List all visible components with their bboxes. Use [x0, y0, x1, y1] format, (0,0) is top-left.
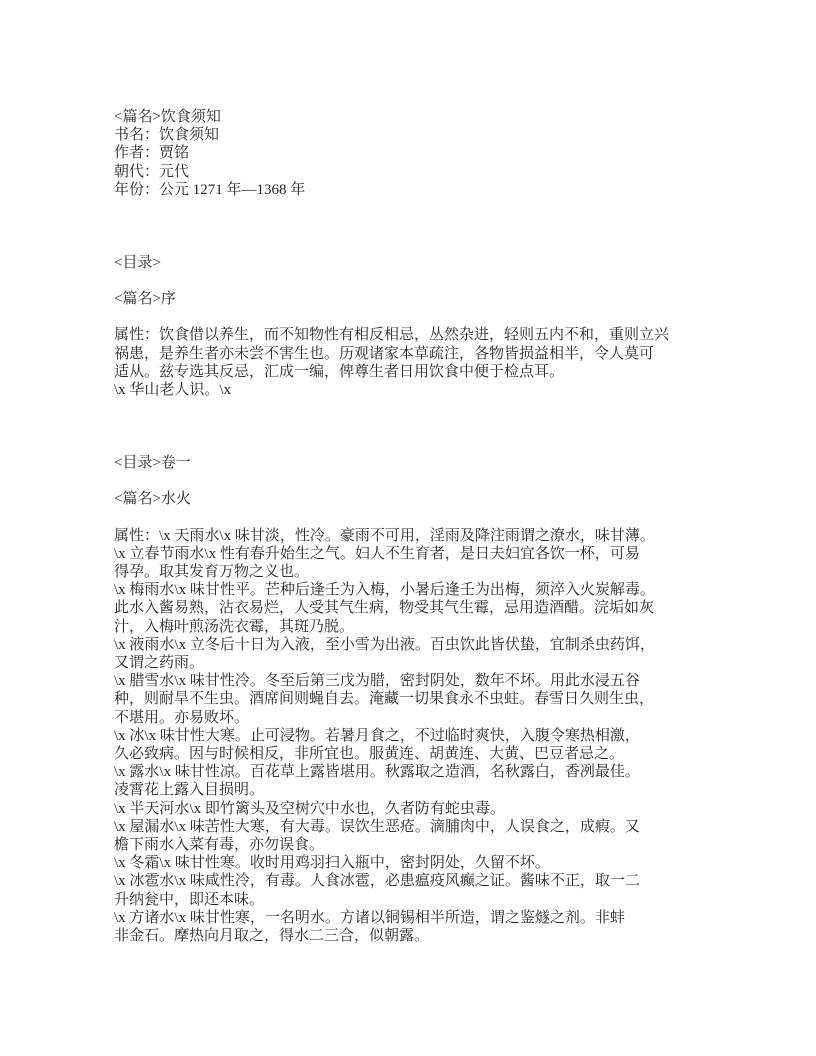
text-line: \x 冰\x 味甘性大寒。止可浸物。若暑月食之，不过临时爽快，入腹令寒热相激， [114, 727, 640, 744]
text-line: \x 露水\x 味甘性凉。百花草上露皆堪用。秋露取之造酒，名秋露白，香冽最佳。 [114, 764, 640, 781]
blank-line [114, 472, 720, 490]
text-line: 属性：饮食借以养生，而不知物性有相反相忌，丛然杂进，轻则五内不和，重则立兴 [114, 327, 670, 344]
text-line: 汁，入梅叶煎汤洗衣霉，其斑乃脱。 [114, 618, 355, 635]
text-line: \x 冬霜\x 味甘性寒。收时用鸡羽扫入瓶中，密封阴处，久留不坏。 [114, 855, 550, 872]
dynasty-line: 朝代：元代 [114, 163, 190, 180]
text-line: 祸患，是养生者亦未尝不害生也。历观诸家本草疏注，各物皆损益相半，令人莫可 [114, 345, 655, 362]
text-line: \x 方诸水\x 味甘性寒，一名明水。方诸以铜锡相半所造，谓之鉴燧之剂。非蚌 [114, 909, 625, 926]
volume-one-toc-marker-line: <目录>卷一 [114, 454, 191, 471]
book-name-line: 书名：饮食须知 [114, 127, 220, 144]
water-fire-body-text [114, 527, 720, 946]
preface-toc-marker-line: <目录> [114, 254, 161, 271]
document-title-tag-line: <篇名>饮食须知 [114, 109, 221, 125]
text-line: 升纳瓮中，即还本味。 [114, 891, 265, 908]
water-fire-title-line: <篇名>水火 [114, 491, 191, 508]
text-line: 非金石。摩热向月取之，得水二三合，似朝露。 [114, 928, 430, 945]
volume-one-section [114, 454, 720, 945]
section-spacer [114, 199, 720, 254]
text-line: 种，则耐旱不生虫。酒席间则蝇自去。淹藏一切果食永不虫蛀。春雪日久则生虫， [114, 691, 655, 708]
text-line: 适从。兹专选其反忌，汇成一编，俾尊生者日用饮食中便于检点耳。 [114, 363, 565, 380]
preface-section [114, 254, 720, 400]
text-line: 久必致病。因与时候相反，非所宜也。服黄连、胡黄连、大黄、巴豆者忌之。 [114, 746, 625, 763]
text-line: \x 半天河水\x 即竹篱头及空树穴中水也，久者防有蛇虫毒。 [114, 800, 505, 817]
document-header [114, 108, 720, 199]
text-line: 又谓之药雨。 [114, 655, 205, 671]
blank-line [114, 508, 720, 526]
text-line: 得孕。取其发育万物之义也。 [114, 563, 310, 580]
year-line: 年份：公元 1271 年—1368 年 [114, 181, 306, 198]
blank-line [114, 308, 720, 326]
text-line: 凌霄花上露入目损明。 [114, 782, 265, 799]
text-line: \x 立春节雨水\x 性有春升始生之气。妇人不生育者，是日夫妇宜各饮一杯，可易 [114, 545, 640, 562]
text-line: 此水入酱易熟，沾衣易烂，人受其气生病，物受其气生霉，忌用造酒醋。浣垢如灰 [114, 600, 655, 617]
text-line: 属性：\x 天雨水\x 味甘淡，性冷。豪雨不可用，淫雨及降注雨谓之潦水，味甘薄。 [114, 527, 655, 544]
text-line: \x 梅雨水\x 味甘性平。芒种后逢壬为入梅，小暑后逢壬为出梅，须淬入火炭解毒。 [114, 582, 655, 599]
text-line: \x 腊雪水\x 味甘性冷。冬至后第三戊为腊，密封阴处，数年不坏。用此水浸五谷 [114, 673, 640, 690]
blank-line [114, 272, 720, 290]
text-line: \x 冰雹水\x 味咸性冷，有毒。人食冰雹，必患瘟疫风癫之证。酱味不正，取一二 [114, 873, 640, 890]
author-line: 作者：贾铭 [114, 145, 190, 162]
preface-title-line: <篇名>序 [114, 291, 176, 307]
preface-body-text [114, 326, 720, 399]
text-line: 不堪用。亦易败坏。 [114, 709, 250, 726]
text-line: \x 液雨水\x 立冬后十日为入液，至小雪为出液。百虫饮此皆伏蛰，宜制杀虫药饵， [114, 636, 655, 653]
section-spacer [114, 399, 720, 454]
text-line: \x 华山老人识。\x [114, 382, 232, 398]
text-line: \x 屋漏水\x 味苦性大寒，有大毒。误饮生恶疮。滴脯肉中，人误食之，成瘕。又 [114, 818, 640, 835]
text-line: 檐下雨水入菜有毒，亦勿误食。 [114, 837, 325, 854]
